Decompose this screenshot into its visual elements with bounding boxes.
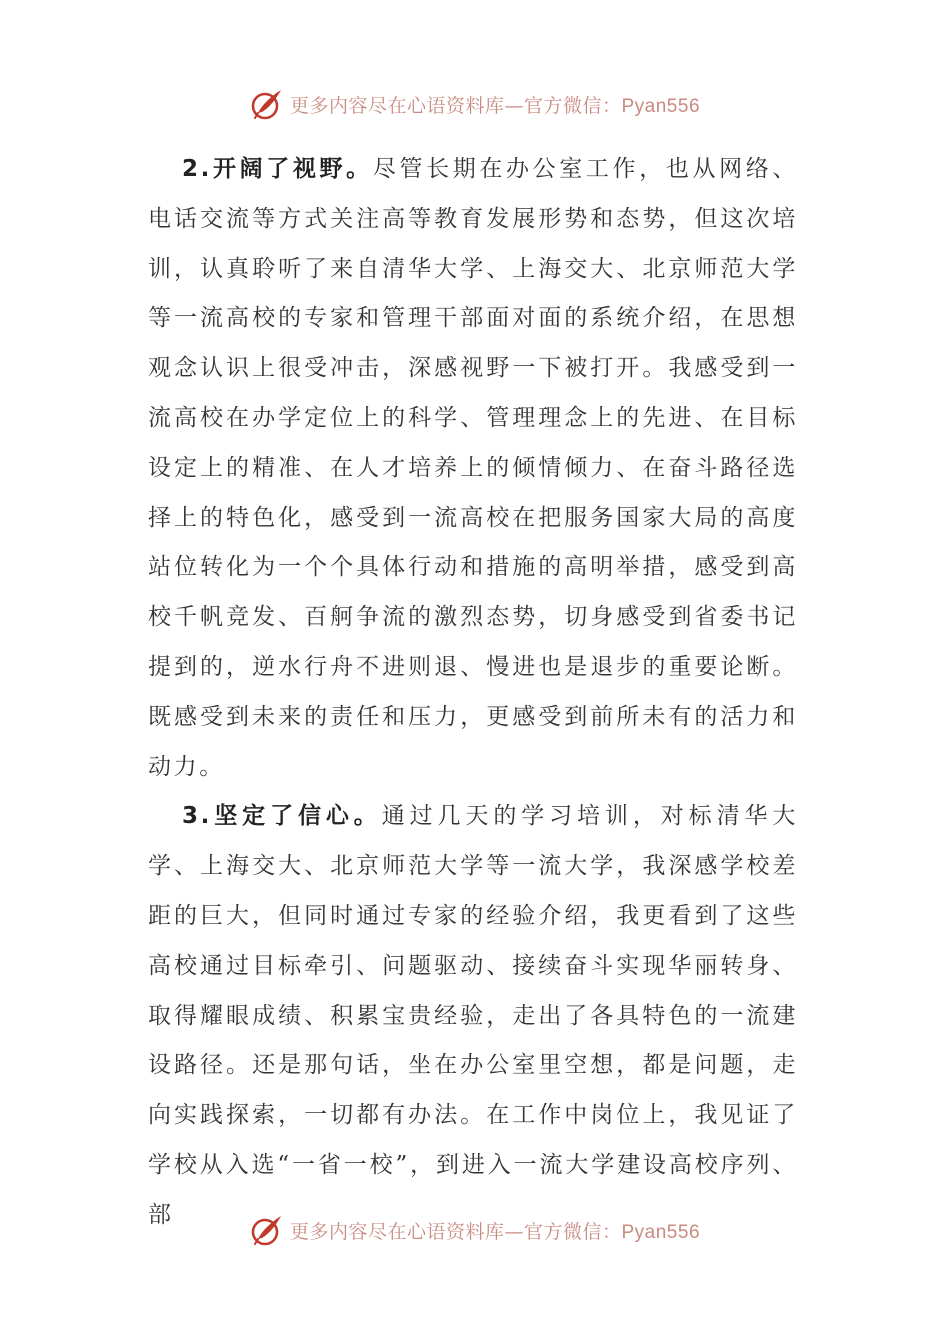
quill-pen-logo-icon [250,1213,284,1247]
header-banner [0,84,950,124]
paragraph-body: 通过几天的学习培训，对标清华大学、上海交大、北京师范大学等一流大学，我深感学校差距的巨大，但同时通过专家的经验介绍，我更看到了这些高校通过目标牵引、问题驱动、接续奋斗实现华丽转身、取得耀眼成绩、积累宝贵经验，走出了各具特色的一流建设路径。还是那句话，坐在办公室里空想，都是问题，走向实践探索，一切都有办法。在工作中岗位上，我见证了学校从入选“一省一校”，到进入一流大学建设高校序列、部 [148,803,799,1228]
paragraph-lead: 2.开阔了视野。 [182,156,373,182]
paragraph-strengthen-confidence [148,792,798,1240]
footer-banner-text: 更多内容尽在心语资料库—官方微信：Pyan556 [289,1220,701,1243]
header-banner-wechat-id: Pyan556 [621,95,701,117]
footer-banner [0,1210,950,1250]
footer-banner-wechat-id: Pyan556 [621,1221,701,1243]
paragraph-body: 尽管长期在办公室工作，也从网络、电话交流等方式关注高等教育发展形势和态势，但这次培训，认真聆听了来自清华大学、上海交大、北京师范大学等一流高校的专家和管理干部面对面的系统介绍，在思想观念认识上很受冲击，深感视野一下被打开。我感受到一流高校在办学定位上的科学、管理理念上的先进、在目标设定上的精准、在人才培养上的倾情倾力、在奋斗路径选择上的特色化，感受到一流高校在把服务国家大局的高度站位转化为一个个具体行动和措施的高明举措，感受到高校千帆竞发、百舸争流的激烈态势，切身感受到省委书记提到的，逆水行舟不进则退、慢进也是退步的重要论断。既感受到未来的责任和压力，更感受到前所未有的活力和动力。 [148,156,798,780]
paragraph-lead: 3.坚定了信心。 [182,803,382,830]
header-banner-text: 更多内容尽在心语资料库—官方微信：Pyan556 [289,94,701,117]
quill-pen-logo-icon [250,87,284,121]
paragraph-broaden-horizons [148,145,798,792]
document-body [148,145,798,1241]
